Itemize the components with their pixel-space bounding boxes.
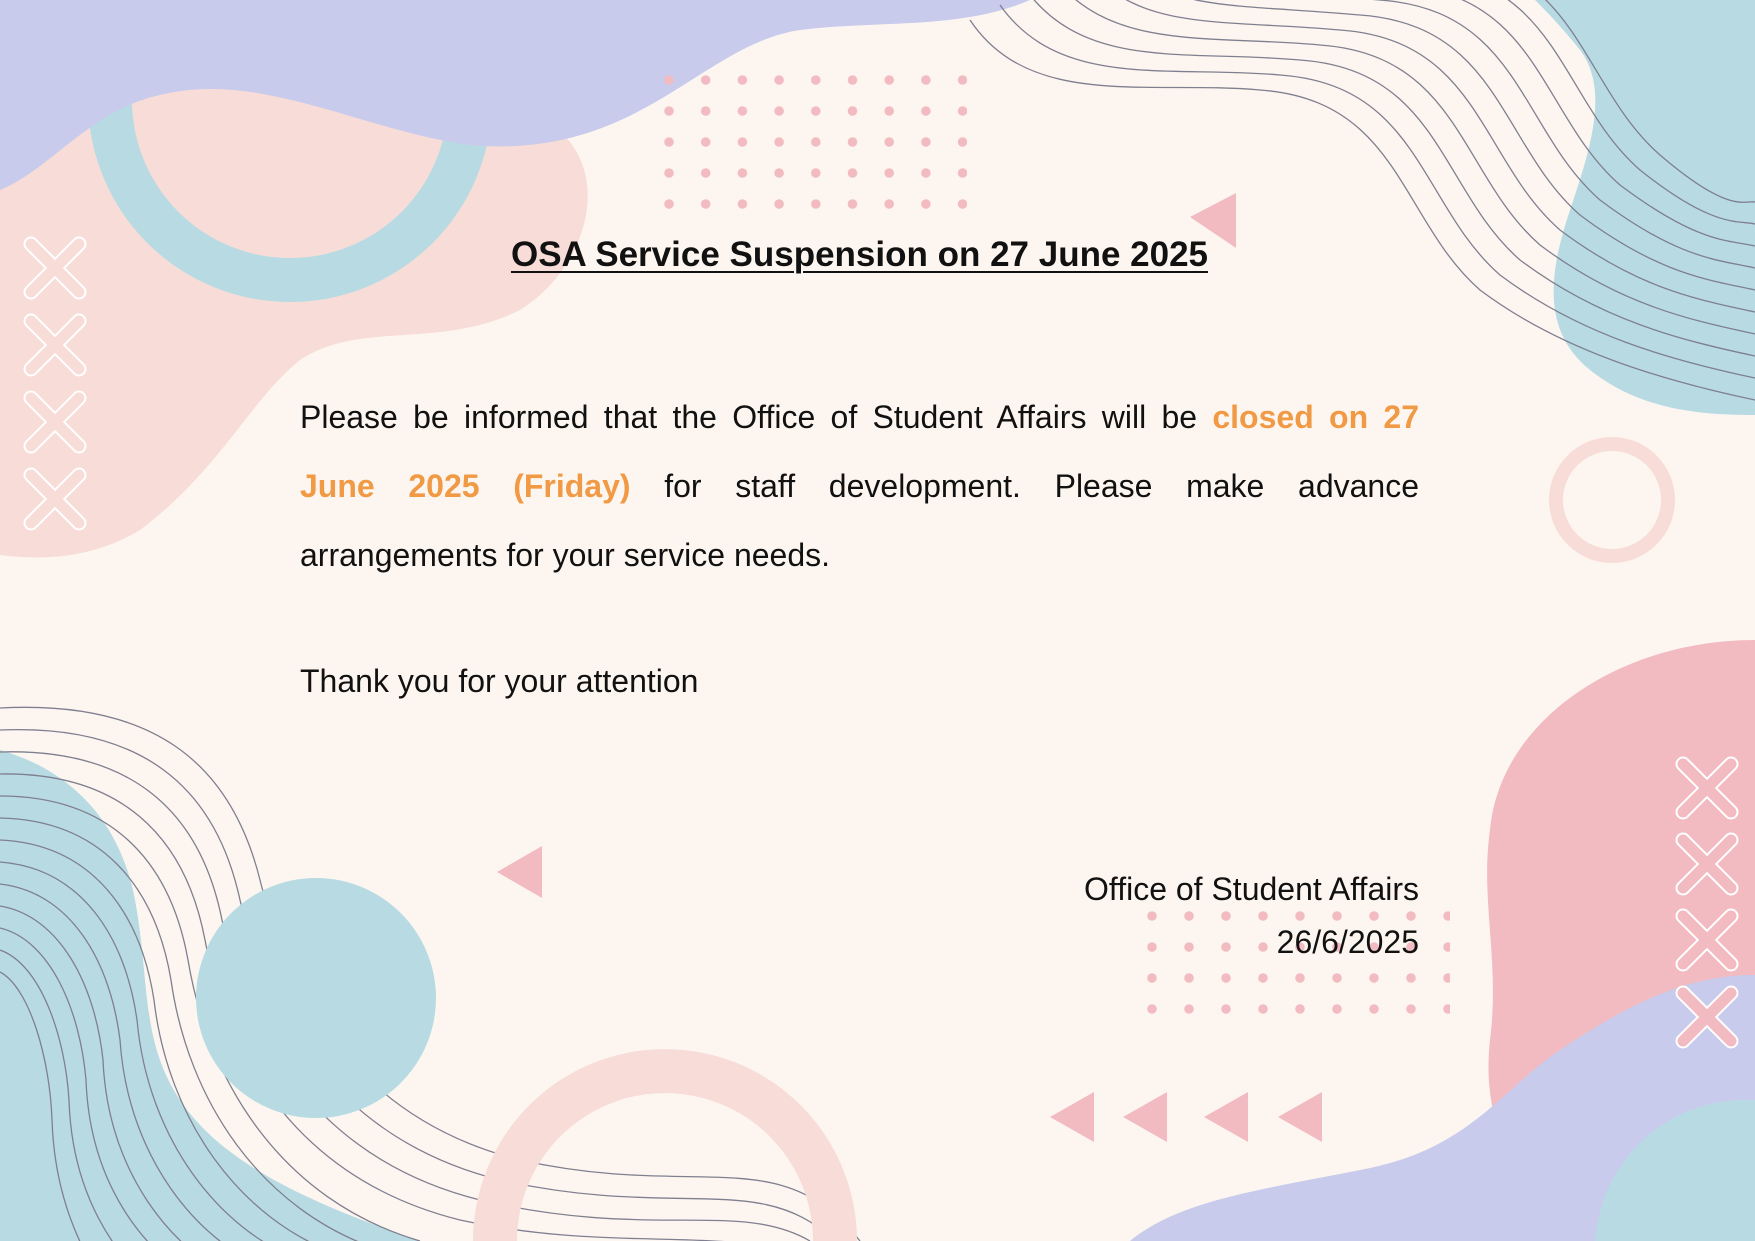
blush-arc-bottom	[495, 1071, 835, 1241]
closing-line: Thank you for your attention	[300, 663, 699, 699]
signature-office: Office of Student Affairs	[1083, 871, 1419, 907]
signature-date: 26/6/2025	[1276, 924, 1419, 960]
triangle-bottom-left	[497, 846, 542, 898]
notice-body-part2: for staff development. Please make advance arrangements for your service needs.	[300, 468, 1420, 573]
signature-block	[919, 863, 1419, 969]
ring-right	[1556, 444, 1668, 556]
blue-circle-bottom-left	[196, 878, 436, 1118]
notice-body-part1: Please be informed that the Office of Student Affairs will be	[300, 399, 1213, 435]
closure-date-highlight: closed on 27 June 2025 (Friday)	[300, 399, 1420, 504]
dot-grid-top	[655, 68, 967, 218]
blue-blob-top-right	[1535, 0, 1755, 415]
notice-body	[300, 383, 1419, 590]
notice-title: OSA Service Suspension on 27 June 2025	[510, 235, 1209, 274]
